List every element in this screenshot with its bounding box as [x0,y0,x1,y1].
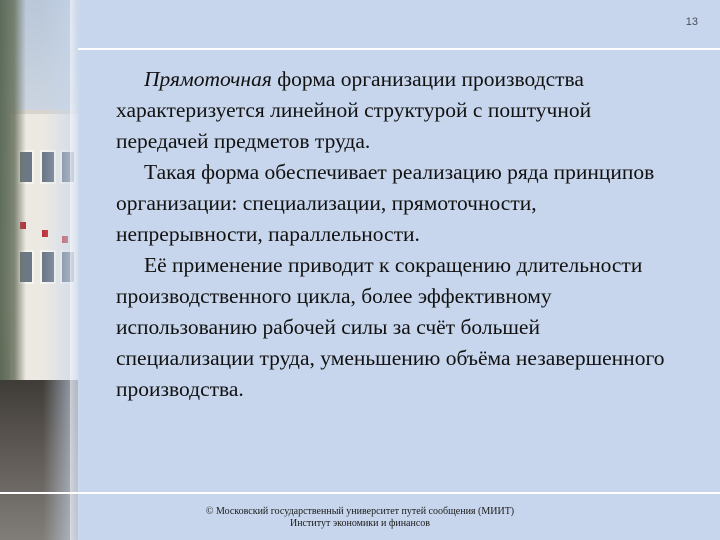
paragraph-text: Её применение приводит к сокращению длительности производственного цикла, более эффективному использованию рабочей силы за счёт большей специализации труда, уменьшению объёма незавершенного производства. [116,253,665,401]
footer-institute: Институт экономики и финансов [289,518,431,529]
footer-divider [0,492,720,494]
page-number: 13 [685,16,698,28]
paragraph-definition [116,64,676,157]
slide-body [116,64,676,405]
term-italic: Прямоточная [144,67,272,91]
photo-edge-highlight [70,0,80,540]
paragraph-text: форма организации производства характеризуется линейной структурой с поштучной передачей предметов труда. [116,67,592,153]
header-divider [78,48,720,50]
photo-fade [0,0,78,540]
paragraph-principles [116,157,676,250]
paragraph-benefits [116,250,676,405]
footer-credit [150,506,570,530]
building-photo [0,0,78,540]
footer-university: © Московский государственный университет путей сообщения (МИИТ) [205,506,515,517]
paragraph-text: Такая форма обеспечивает реализацию ряда принципов организации: специализации, прямоточности, непрерывности, параллельности. [116,160,655,246]
